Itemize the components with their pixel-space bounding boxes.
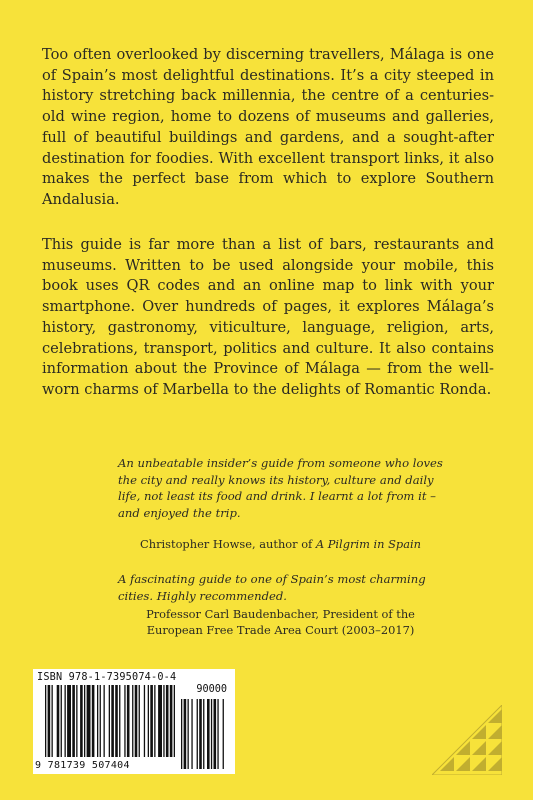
attribution-1-book-title: A Pilgrim in Spain (315, 537, 421, 551)
review-quote-1: An unbeatable insider’s guide from someone who loves the city and really knows its history, culture and daily life, not least its food and drink. I learnt a lot from it – and enjoyed the trip. (118, 456, 443, 520)
attribution-2-line-1: Professor Carl Baudenbacher, President of the (146, 607, 415, 621)
blurb-paragraph-2: This guide is far more than a list of bars, restaurants and museums. Written to be used alongside your mobile, this book uses QR codes and an online map to link with your smartphone. Over hundreds of pages, it explores Málaga’s history, gastronomy, viticulture, language, religion, arts, celebrations, transport, politics and culture. It also contains information about the Province of Málaga — from the well-worn charms of Marbella to the delights of Romantic Ronda. (42, 236, 494, 398)
attribution-1-prefix: Christopher Howse, author of (140, 537, 316, 551)
ean-digits: 9 781739 507404 (35, 760, 130, 771)
price-addon-digits: 90000 (196, 684, 227, 695)
attribution-2-line-2: European Free Trade Area Court (2003–2017) (146, 623, 415, 637)
blurb-paragraph-1: Too often overlooked by discerning travellers, Málaga is one of Spain’s most delightful destinations. It’s a city steeped in history stretching back millennia, the centre of a centuries-old wine region, home to dozens of museums and galleries, full of beautiful buildings and gardens, and a sought-after destination for foodies. With excellent transport links, it also makes the perfect base from which to explore Southern Andalusia. (42, 46, 494, 208)
review-attribution-1 (118, 536, 443, 552)
review-attribution-2 (118, 606, 443, 638)
isbn-number: ISBN 978-1-7395074-0-4 (37, 672, 177, 683)
isbn-barcode (33, 669, 235, 774)
review-quote-2: A fascinating guide to one of Spain’s most charming cities. Highly recommended. (118, 572, 426, 603)
triangle-pattern-logo-icon (432, 705, 502, 775)
